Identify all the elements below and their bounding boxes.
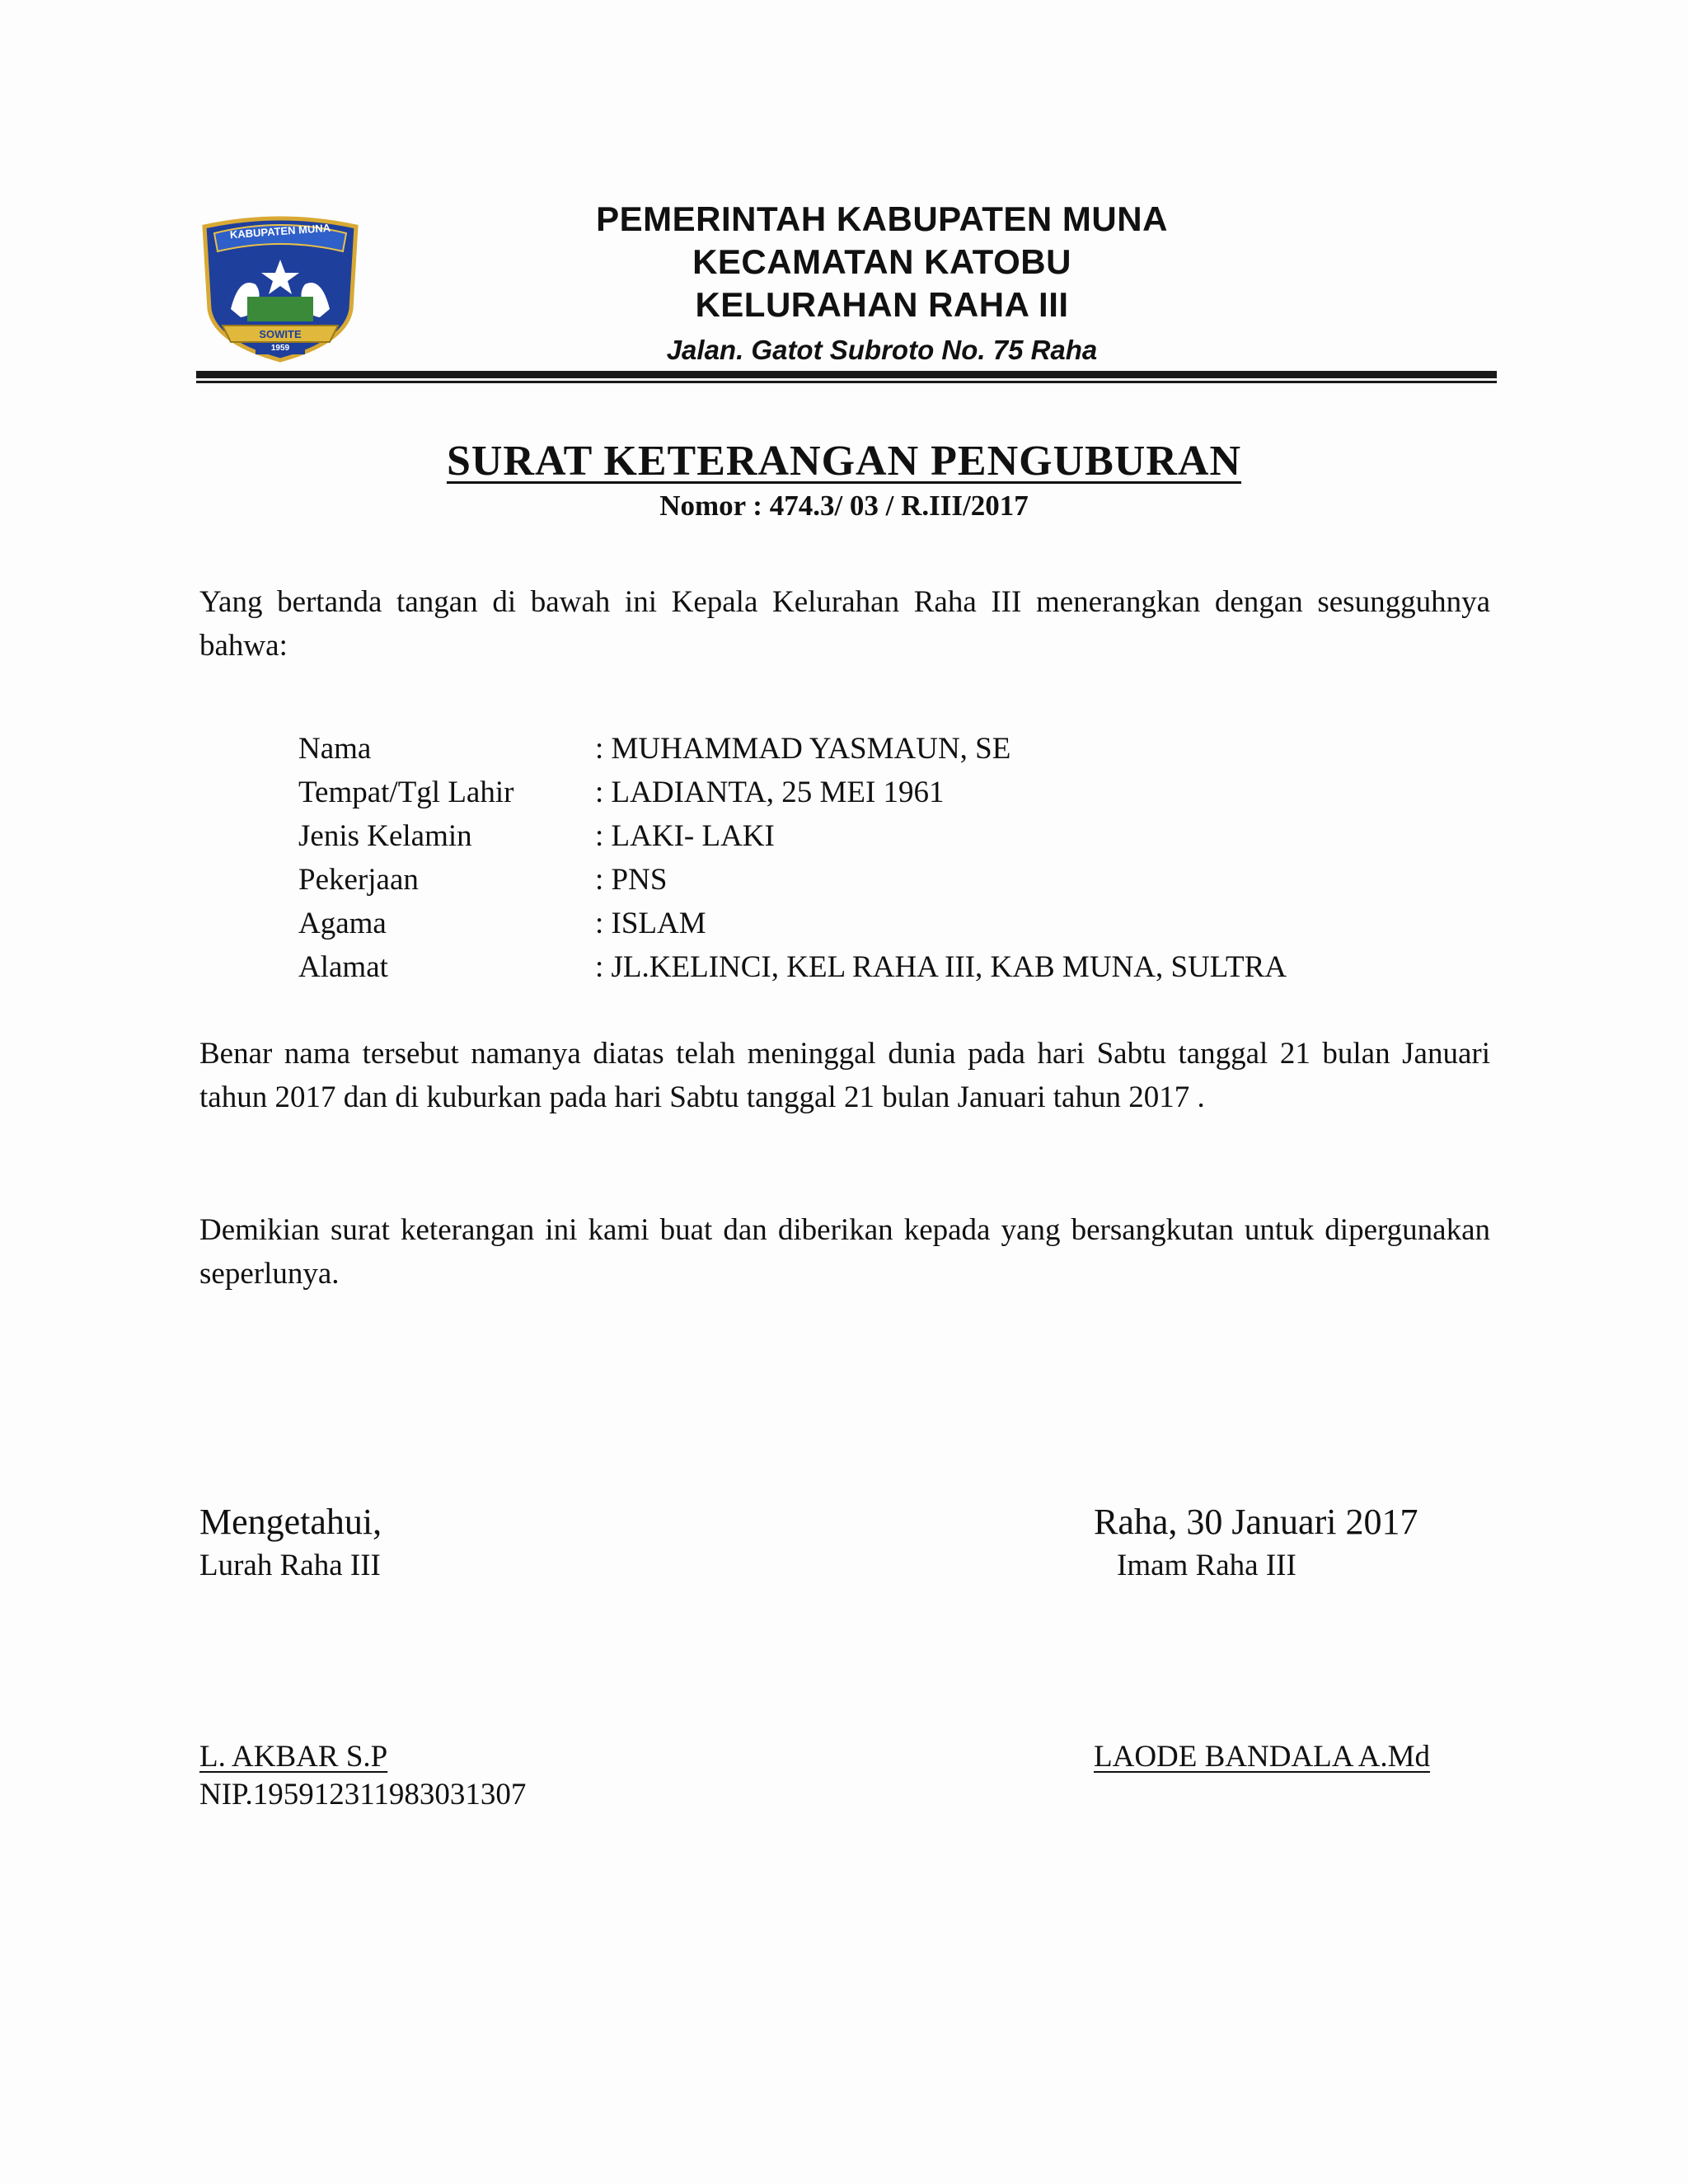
field-value: : JL.KELINCI, KEL RAHA III, KAB MUNA, SULTRA: [595, 950, 1287, 984]
logo-banner-text: KABUPATEN MUNA: [229, 221, 331, 241]
field-row-address: [298, 945, 1287, 989]
person-details: [298, 727, 1287, 989]
field-row-name: [298, 727, 1287, 771]
field-row-birth: [298, 771, 1287, 814]
letterhead-district: KECAMATAN KATOBU: [692, 242, 1071, 281]
letterhead-government: PEMERINTAH KABUPATEN MUNA: [596, 199, 1168, 238]
field-value: : LADIANTA, 25 MEI 1961: [595, 776, 945, 809]
field-row-religion: [298, 902, 1287, 945]
letterhead-divider-thin: [196, 381, 1497, 383]
field-label: Pekerjaan: [298, 863, 419, 897]
field-value: : ISLAM: [595, 907, 706, 940]
logo-year: 1959: [270, 344, 290, 353]
field-row-gender: [298, 814, 1287, 858]
field-label: Jenis Kelamin: [298, 819, 472, 853]
field-row-occupation: [298, 858, 1287, 902]
document-number: Nomor : 474.3/ 03 / R.III/2017: [659, 490, 1029, 522]
field-value: : PNS: [595, 863, 668, 897]
field-label: Tempat/Tgl Lahir: [298, 776, 514, 809]
letterhead: [429, 198, 1335, 369]
field-label: Alamat: [298, 950, 388, 984]
letterhead-village: KELURAHAN RAHA III: [695, 285, 1069, 324]
signature-right-heading: Raha, 30 Januari 2017: [1094, 1502, 1418, 1542]
signature-right-name: LAODE BANDALA A.Md: [1094, 1740, 1431, 1774]
signature-right-role: Imam Raha III: [1117, 1549, 1296, 1582]
signature-left-name: L. AKBAR S.P: [199, 1740, 388, 1774]
logo-motto: SOWITE: [259, 328, 302, 340]
signature-left-nip: NIP.195912311983031307: [199, 1778, 527, 1811]
field-label: Nama: [298, 732, 372, 766]
letterhead-divider-thick: [196, 371, 1497, 378]
document-title: SURAT KETERANGAN PENGUBURAN: [446, 438, 1242, 485]
letterhead-address: Jalan. Gatot Subroto No. 75 Raha: [666, 335, 1098, 365]
signature-left-heading: Mengetahui,: [199, 1502, 382, 1542]
field-value: : LAKI- LAKI: [595, 819, 775, 853]
field-label: Agama: [298, 907, 387, 940]
regency-coat-of-arms-logo: [198, 210, 363, 363]
closing-paragraph: Demikian surat keterangan ini kami buat dan diberikan kepada yang bersangkutan untuk dipergunakan seperlunya.: [199, 1213, 1490, 1291]
field-value: : MUHAMMAD YASMAUN, SE: [595, 732, 1011, 766]
signature-left-role: Lurah Raha III: [199, 1549, 381, 1582]
statement-paragraph: Benar nama tersebut namanya diatas telah meninggal dunia pada hari Sabtu tanggal 21 bulan Januari tahun 2017 dan di kuburkan pada hari Sabtu tanggal 21 bulan Januari tahun 2017 .: [199, 1037, 1490, 1114]
intro-paragraph: Yang bertanda tangan di bawah ini Kepala Kelurahan Raha III menerangkan dengan sesungguhnya bahwa:: [199, 585, 1490, 663]
